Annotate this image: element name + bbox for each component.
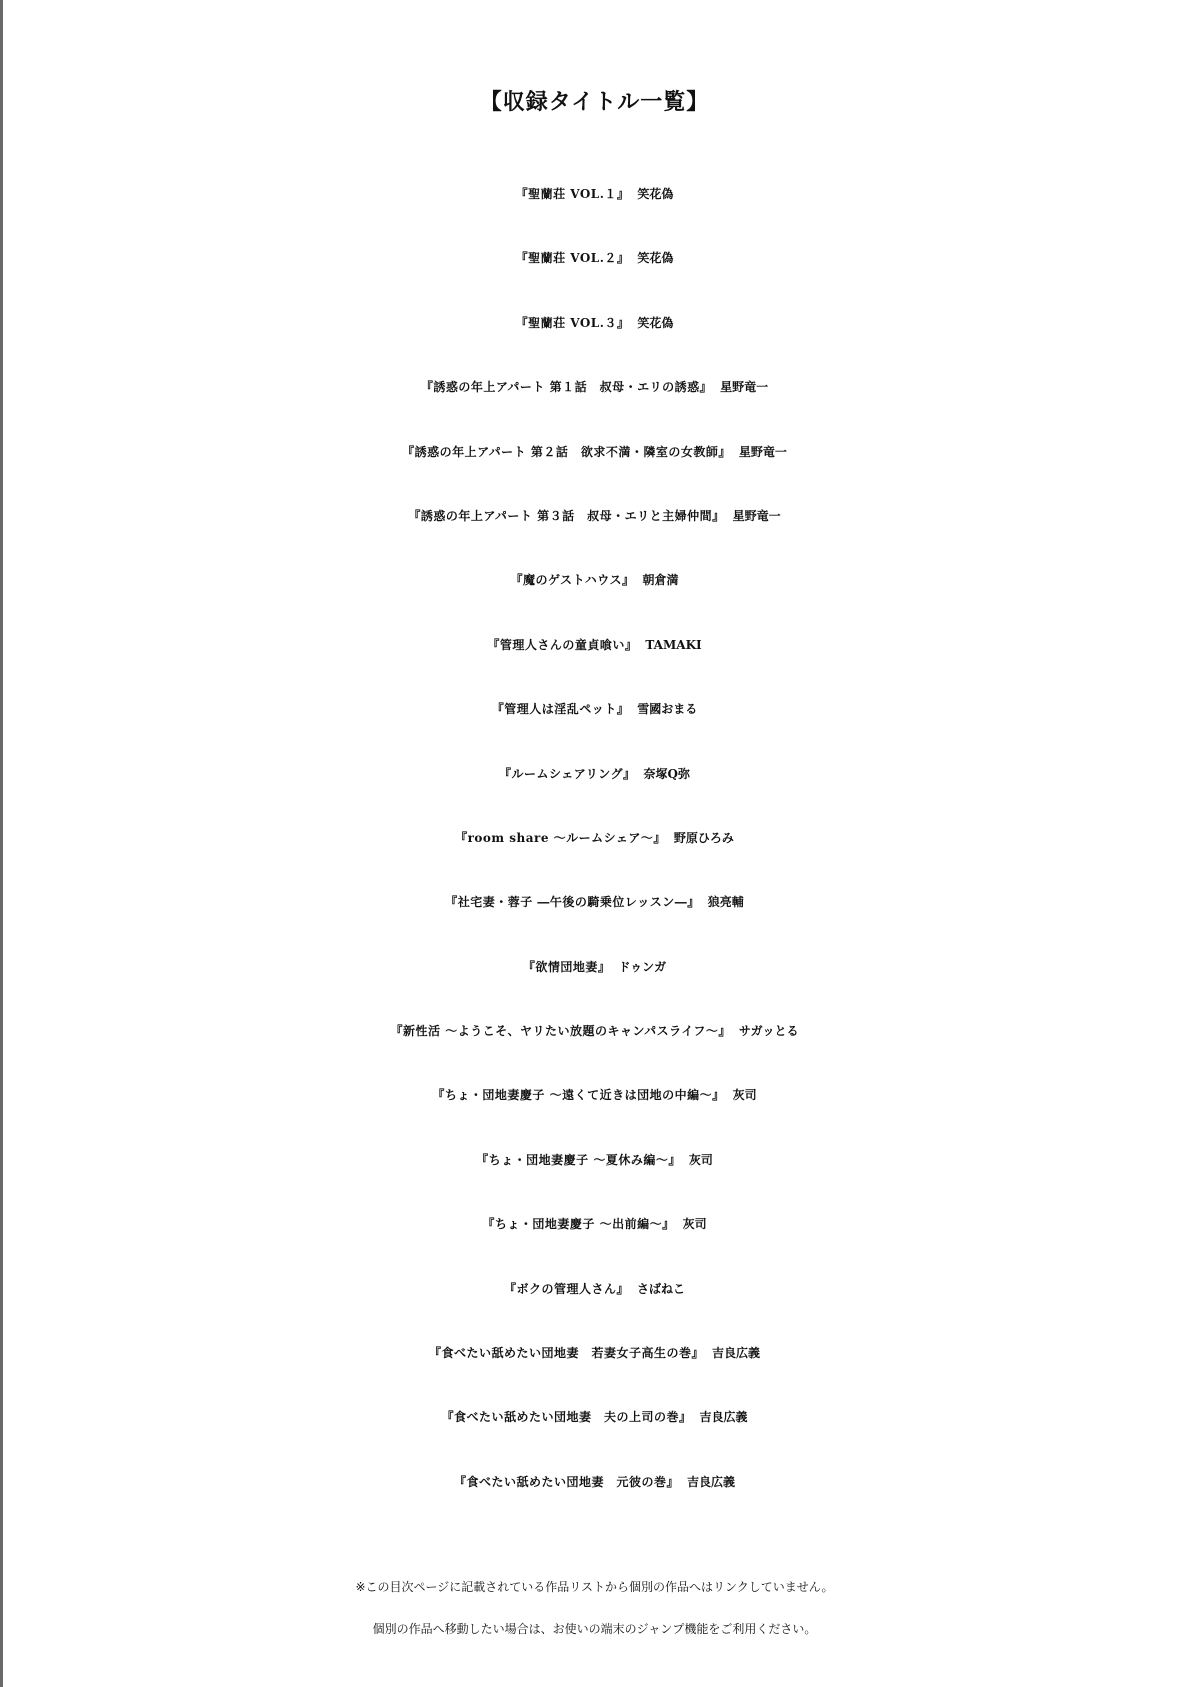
- work-author: 吉良広義: [687, 1474, 736, 1489]
- list-item: [0, 1257, 1189, 1321]
- work-title: 『魔のゲストハウス』: [510, 573, 635, 588]
- work-title: 『食べたい舐めたい団地妻 元彼の巻』: [453, 1474, 679, 1489]
- work-title: 『聖蘭荘 VOL.３』: [515, 315, 630, 330]
- work-author: 灰司: [732, 1088, 757, 1103]
- work-author: 吉良広義: [699, 1410, 748, 1425]
- list-item: [0, 870, 1189, 934]
- list-item: [0, 999, 1189, 1063]
- work-title: 『誘惑の年上アパート 第３話 叔母・エリと主婦仲間』: [408, 508, 725, 523]
- list-item: [0, 806, 1189, 870]
- list-item: [0, 1450, 1189, 1514]
- work-author: TAMAKI: [645, 637, 702, 652]
- work-title: 『ちょ・団地妻慶子 〜遠くて近きは団地の中編〜』: [432, 1088, 725, 1103]
- work-author: 野原ひろみ: [673, 830, 734, 845]
- work-title: 『食べたい舐めたい団地妻 夫の上司の巻』: [441, 1410, 692, 1425]
- list-item: [0, 1128, 1189, 1192]
- work-title: 『聖蘭荘 VOL.２』: [515, 251, 630, 266]
- work-author: 雪國おまる: [637, 702, 698, 717]
- work-author: 狼亮輔: [707, 895, 744, 910]
- work-title: 『room share 〜ルームシェア〜』: [455, 830, 666, 845]
- work-title: 『新性活 〜ようこそ、ヤリたい放題のキャンパスライフ〜』: [390, 1024, 731, 1039]
- list-item: [0, 226, 1189, 290]
- work-author: 灰司: [682, 1217, 707, 1232]
- work-author: 朝倉満: [642, 573, 679, 588]
- work-title: 『誘惑の年上アパート 第１話 叔母・エリの誘惑』: [420, 380, 713, 395]
- list-item: [0, 291, 1189, 355]
- title-list: [0, 162, 1189, 1514]
- work-author: ドゥンガ: [618, 959, 667, 974]
- work-author: 奈塚Q弥: [643, 766, 690, 781]
- work-author: 星野竜一: [738, 444, 787, 459]
- list-item: [0, 162, 1189, 226]
- work-author: 笑花偽: [637, 251, 674, 266]
- work-title: 『誘惑の年上アパート 第２話 欲求不満・隣室の女教師』: [402, 444, 731, 459]
- work-title: 『欲情団地妻』: [522, 959, 611, 974]
- list-item: [0, 355, 1189, 419]
- footnote-line: 個別の作品へ移動したい場合は、お使いの端末のジャンプ機能をご利用ください。: [372, 1622, 817, 1636]
- list-item: [0, 935, 1189, 999]
- list-item: [0, 420, 1189, 484]
- work-author: 笑花偽: [637, 187, 674, 201]
- work-author: サガッとる: [738, 1024, 799, 1039]
- work-title: 『ボクの管理人さん』: [503, 1281, 629, 1296]
- work-title: 『ルームシェアリング』: [498, 766, 636, 781]
- list-item: [0, 1063, 1189, 1127]
- list-item: [0, 613, 1189, 677]
- footnote-line: ※この目次ページに記載されている作品リストから個別の作品へはリンクしていません。: [355, 1580, 834, 1594]
- list-item: [0, 1385, 1189, 1449]
- work-title: 『ちょ・団地妻慶子 〜夏休み編〜』: [476, 1152, 681, 1167]
- work-author: 灰司: [688, 1152, 713, 1167]
- list-item: [0, 742, 1189, 806]
- work-title: 『食べたい舐めたい団地妻 若妻女子高生の巻』: [428, 1346, 704, 1361]
- list-item: [0, 484, 1189, 548]
- work-title: 『ちょ・団地妻慶子 〜出前編〜』: [482, 1217, 675, 1232]
- work-title: 『管理人は淫乱ペット』: [491, 702, 630, 717]
- list-item: [0, 1321, 1189, 1385]
- page-title: 【収録タイトル一覧】: [479, 89, 710, 115]
- work-author: 笑花偽: [637, 315, 674, 330]
- work-title: 『社宅妻・蓉子 ―午後の騎乗位レッスン―』: [445, 895, 700, 910]
- work-title: 『管理人さんの童貞喰い』: [487, 637, 638, 652]
- work-title: 『聖蘭荘 VOL.１』: [515, 187, 630, 201]
- list-item: [0, 548, 1189, 612]
- work-author: 吉良広義: [712, 1346, 761, 1361]
- list-item: [0, 677, 1189, 741]
- work-author: さばねこ: [637, 1281, 686, 1296]
- footnotes: [0, 1566, 1189, 1650]
- list-item: [0, 1192, 1189, 1256]
- work-author: 星野竜一: [732, 508, 781, 523]
- work-author: 星野竜一: [720, 380, 769, 395]
